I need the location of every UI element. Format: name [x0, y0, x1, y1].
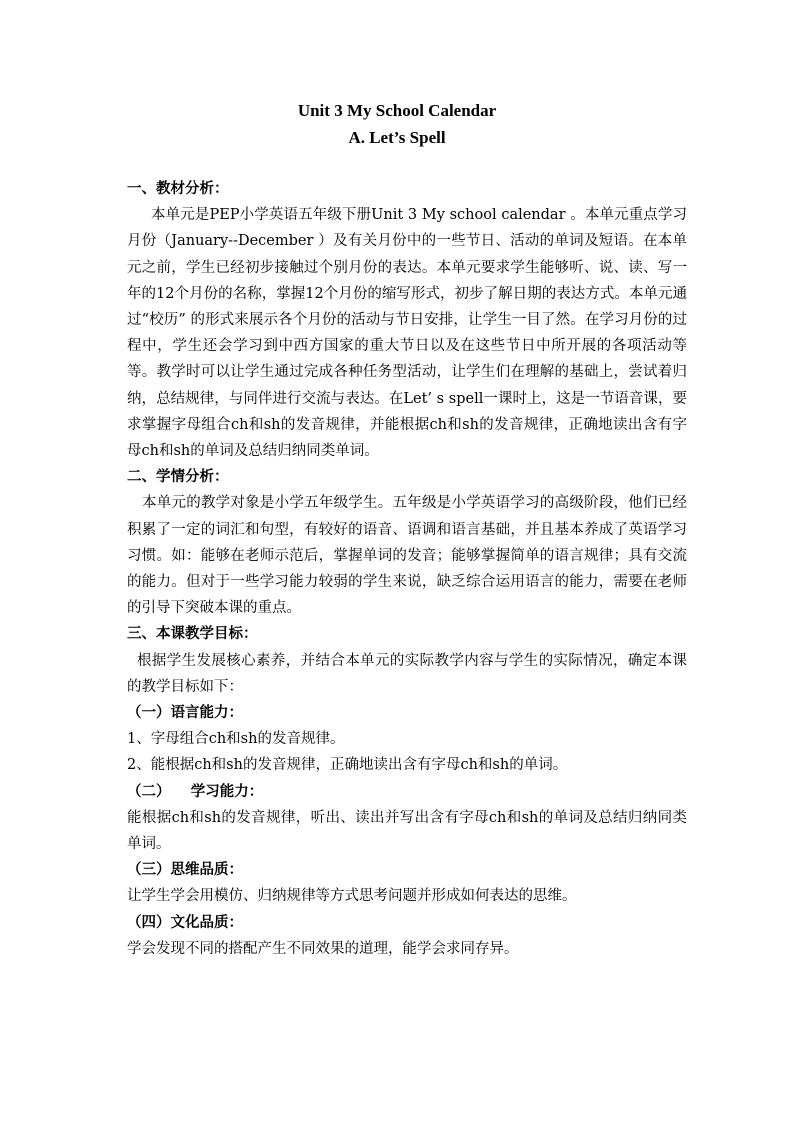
paragraph-objectives-intro: 根据学生发展核心素养，并结合本单元的实际教学内容与学生的实际情况，确定本课的教学目标如下：: [127, 652, 687, 695]
document-subtitle: A. Let’s Spell: [348, 128, 446, 147]
paragraph-students: 本单元的教学对象是小学五年级学生。五年级是小学英语学习的高级阶段，他们已经积累了一定的词汇和句型，有较好的语音、语调和语言基础，并且基本养成了英语学习习惯。如：能够在老师示范后，掌握单词的发音；能够掌握简单的语言规律；具有交流的能力。但对于一些学习能力较弱的学生来说，缺乏综合运用语言的能力，需要在老师的引导下突破本课的重点。: [127, 495, 687, 617]
goal-item-1: 1、字母组合ch和sh的发音规律。: [127, 731, 345, 748]
section-heading-materials: 一、教材分析：: [127, 180, 229, 197]
goal-heading-culture: （四）文化品质：: [127, 913, 243, 931]
section-heading-students: 二、学情分析：: [127, 468, 229, 486]
document-title: Unit 3 My School Calendar: [297, 101, 497, 120]
goal-heading-language: （一）语言能力：: [127, 704, 243, 722]
goal-item-2: 2、能根据ch和sh的发音规律，正确地读出含有字母ch和sh的单词。: [127, 757, 568, 774]
goal-body-thinking: 让学生学会用模仿、归纳规律等方式思考问题并形成如何表达的思维。: [127, 888, 577, 905]
document-body: [127, 176, 687, 962]
paragraph-materials: 本单元是PEP小学英语五年级下册Unit 3 My school calendar 。本单元重点学习月份（January--December ）及有关月份中的一些节日、活动的单词及短语。在本单元之前，学生已经初步接触过个别月份的表达。本单元要求学生能够听、说、读、写一年的12个月份的名称，掌握12个月份的缩写形式，初步了解日期的表达方式。本单元通过“校历” 的形式来展示各个月份的活动与节日安排，让学生一目了然。在学习月份的过程中，学生还会学习到中西方国家的重大节日以及在这些节日中所开展的各项活动等等。教学时可以让学生通过完成各种任务型活动，让学生们在理解的基础上，尝试着归纳，总结规律，与同伴进行交流与表达。在Let’ s spell一课时上，这是一节语音课，要求掌握字母组合ch和sh的发音规律，并能根据ch和sh的发音规律，正确地读出含有字母ch和sh的单词及总结归纳同类单词。: [127, 207, 687, 460]
goal-heading-learning: （二） 学习能力：: [127, 782, 264, 800]
goal-heading-thinking: （三）思维品质：: [127, 861, 243, 879]
goal-body-learning: 能根据ch和sh的发音规律，听出、读出并写出含有字母ch和sh的单词及总结归纳同类单词。: [127, 809, 687, 853]
goal-body-culture: 学会发现不同的搭配产生不同效果的道理，能学会求同存异。: [127, 940, 519, 957]
section-heading-objectives: 三、本课教学目标：: [127, 625, 258, 643]
